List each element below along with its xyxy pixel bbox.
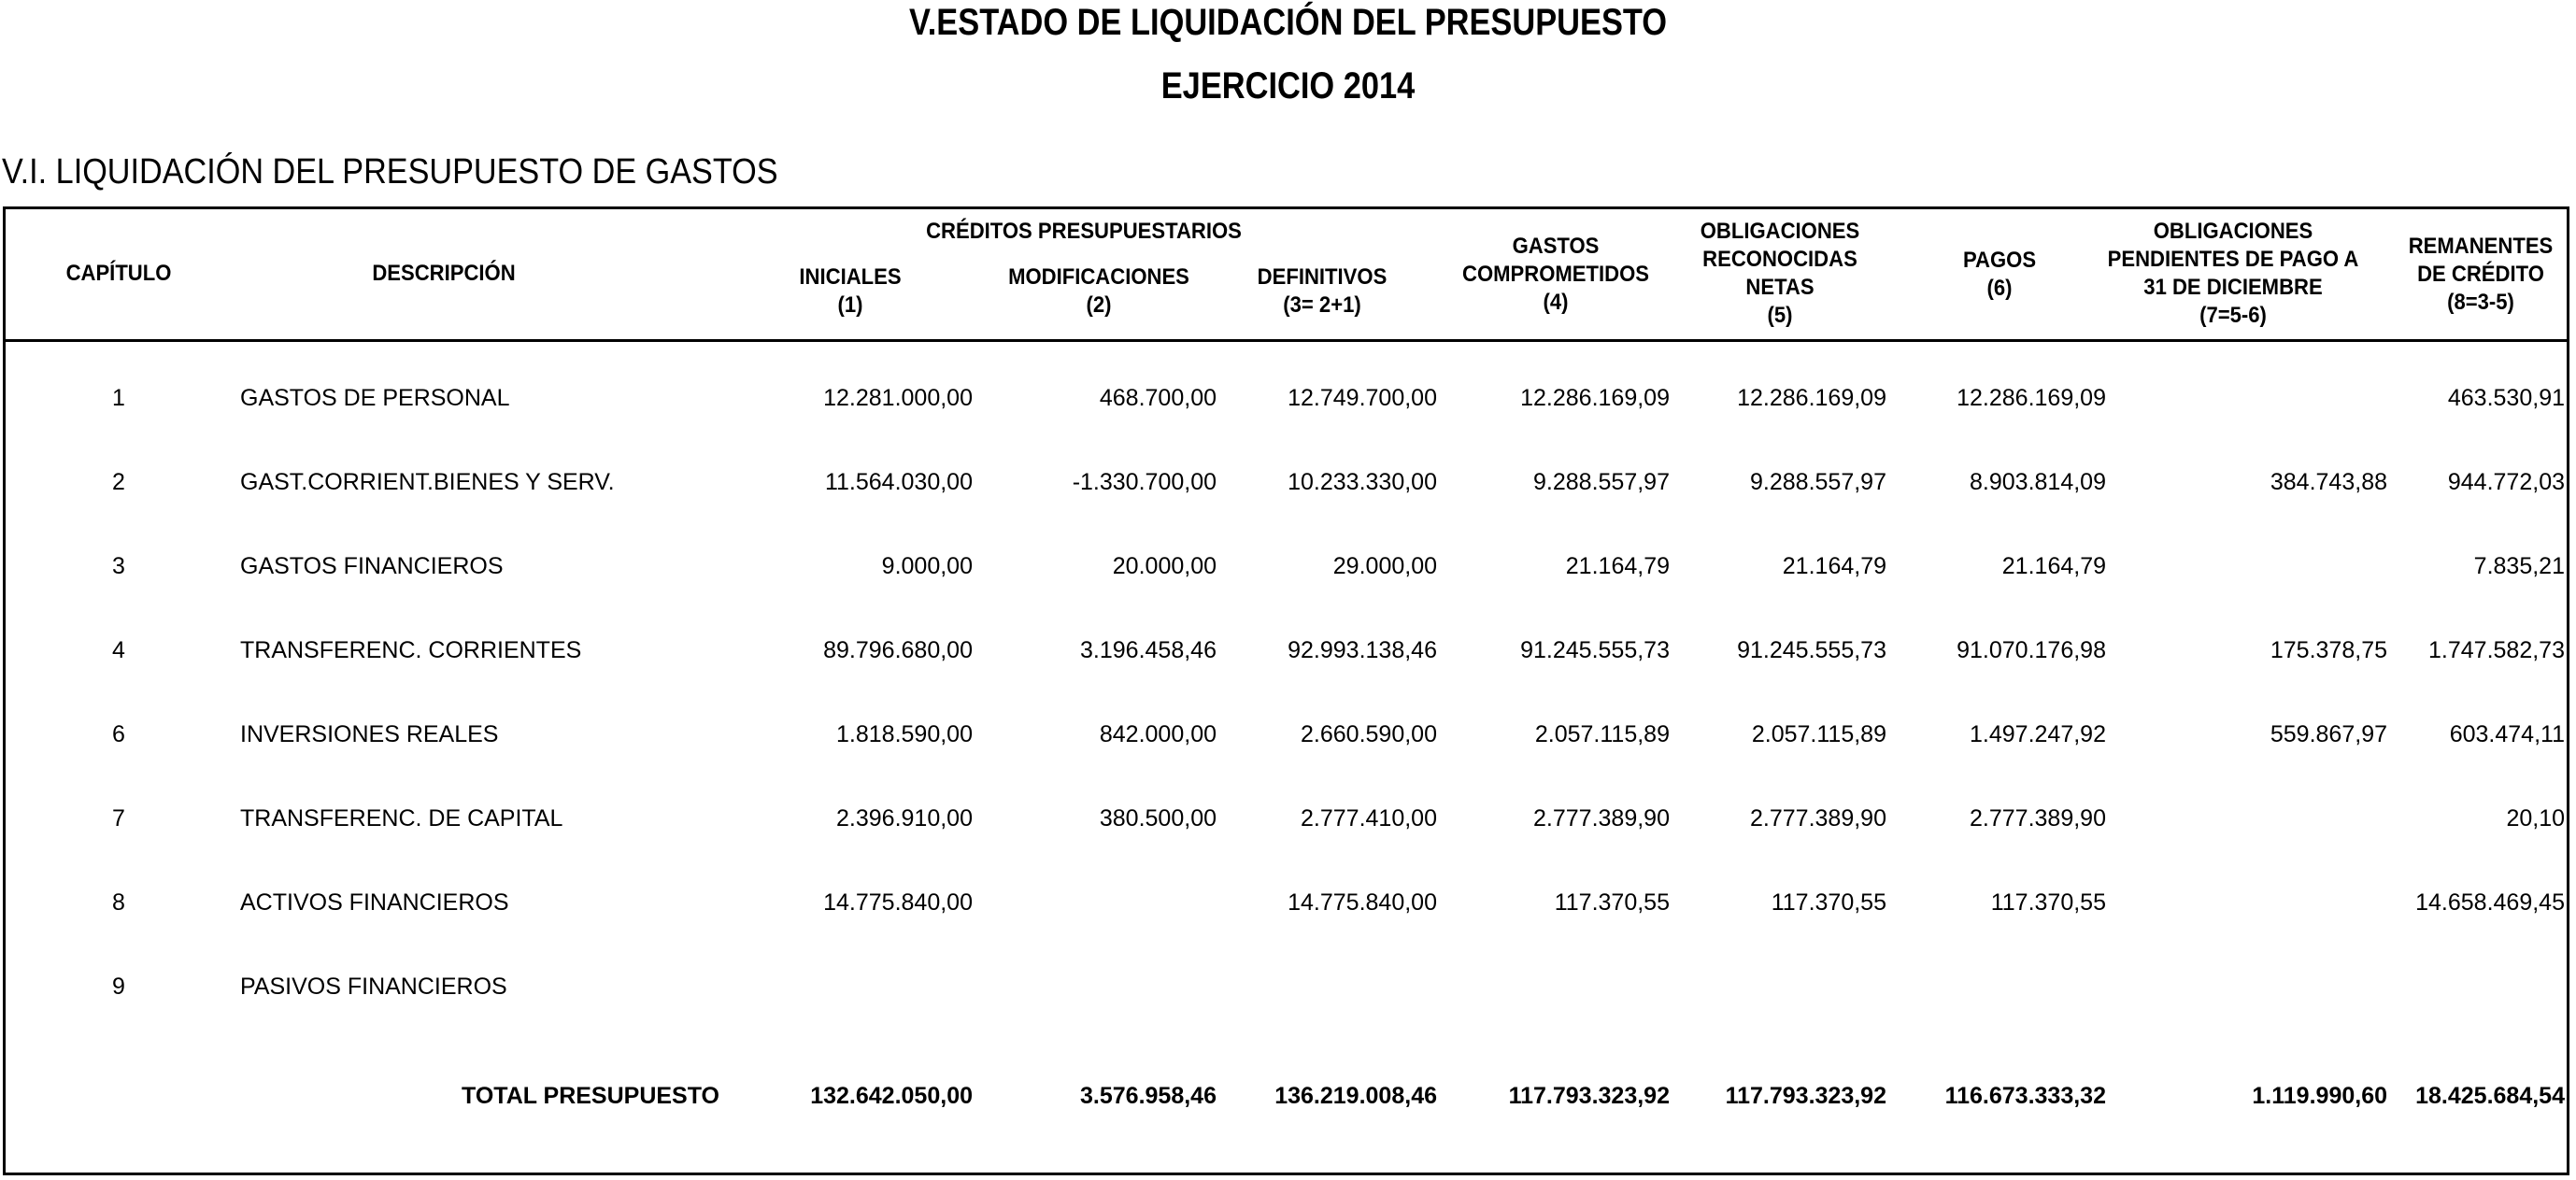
total-obligaciones: 117.793.323,92 — [1725, 1083, 1886, 1109]
header-pend-line-2: PENDIENTES DE PAGO A — [2107, 247, 2359, 272]
cell-comprometidos: 9.288.557,97 — [1533, 469, 1670, 495]
cell-pagos: 21.164,79 — [2001, 553, 2106, 579]
header-gastos-num: (4) — [1543, 290, 1569, 315]
cell-remanentes: 14.658.469,45 — [2415, 889, 2565, 916]
cell-capitulo: 1 — [112, 385, 125, 411]
title-line-2: EJERCICIO 2014 — [1160, 65, 1416, 107]
cell-descripcion: TRANSFERENC. DE CAPITAL — [240, 805, 563, 832]
total-definitivos: 136.219.008,46 — [1274, 1083, 1437, 1109]
title-line-1: V.ESTADO DE LIQUIDACIÓN DEL PRESUPUESTO — [908, 2, 1668, 43]
header-obligaciones-pendientes — [2104, 218, 2362, 330]
cell-pagos: 8.903.814,09 — [1970, 469, 2106, 495]
cell-capitulo: 6 — [112, 721, 125, 747]
cell-remanentes: 20,10 — [2506, 805, 2565, 832]
header-capitulo: CAPÍTULO — [65, 261, 172, 286]
cell-iniciales: 9.000,00 — [881, 553, 973, 579]
cell-definitivos: 12.749.700,00 — [1288, 385, 1437, 411]
cell-obligaciones: 117.370,55 — [1771, 889, 1886, 916]
header-rem-line-2: DE CRÉDITO — [2417, 262, 2544, 287]
cell-capitulo: 8 — [112, 889, 125, 916]
header-iniciales — [764, 263, 936, 320]
header-definitivos — [1245, 263, 1400, 320]
total-label: TOTAL PRESUPUESTO — [462, 1083, 719, 1109]
total-iniciales: 132.642.050,00 — [810, 1083, 973, 1109]
cell-obligaciones: 9.288.557,97 — [1750, 469, 1886, 495]
cell-pagos: 12.286.169,09 — [1957, 385, 2106, 411]
cell-iniciales: 11.564.030,00 — [824, 469, 973, 495]
cell-definitivos: 2.660.590,00 — [1301, 721, 1437, 747]
cell-iniciales: 12.281.000,00 — [823, 385, 973, 411]
cell-definitivos: 14.775.840,00 — [1288, 889, 1437, 916]
header-pagos-label: PAGOS — [1962, 248, 2037, 273]
cell-pendientes: 384.743,88 — [2270, 469, 2387, 495]
header-oblig-num: (5) — [1767, 303, 1793, 328]
cell-modificaciones: 842.000,00 — [1099, 721, 1217, 747]
header-modificaciones — [996, 263, 1203, 320]
cell-definitivos: 92.993.138,46 — [1288, 637, 1437, 663]
cell-descripcion: GASTOS DE PERSONAL — [240, 385, 510, 411]
header-oblig-line-3: NETAS — [1745, 275, 1815, 300]
header-modificaciones-label: MODIFICACIONES — [1008, 264, 1189, 290]
cell-remanentes: 463.530,91 — [2447, 385, 2565, 411]
cell-remanentes: 603.474,11 — [2449, 721, 2565, 747]
cell-modificaciones: 380.500,00 — [1099, 805, 1217, 832]
cell-capitulo: 3 — [112, 553, 125, 579]
cell-iniciales: 2.396.910,00 — [836, 805, 973, 832]
header-pend-line-1: OBLIGACIONES — [2153, 219, 2313, 244]
cell-comprometidos: 2.777.389,90 — [1533, 805, 1670, 832]
section-title: V.I. LIQUIDACIÓN DEL PRESUPUESTO DE GASTOS — [2, 152, 778, 192]
cell-capitulo: 4 — [112, 637, 125, 663]
header-pagos-num: (6) — [1986, 276, 2013, 301]
cell-pendientes: 175.378,75 — [2270, 637, 2387, 663]
cell-pagos: 1.497.247,92 — [1970, 721, 2106, 747]
cell-descripcion: INVERSIONES REALES — [240, 721, 499, 747]
cell-definitivos: 29.000,00 — [1332, 553, 1437, 579]
cell-descripcion: PASIVOS FINANCIEROS — [240, 974, 507, 1000]
header-iniciales-num: (1) — [837, 292, 863, 318]
cell-comprometidos: 12.286.169,09 — [1520, 385, 1670, 411]
cell-obligaciones: 21.164,79 — [1782, 553, 1886, 579]
header-oblig-line-2: RECONOCIDAS — [1702, 247, 1857, 272]
header-descripcion: DESCRIPCIÓN — [372, 261, 516, 286]
cell-remanentes: 944.772,03 — [2447, 469, 2565, 495]
header-oblig-line-1: OBLIGACIONES — [1700, 219, 1860, 244]
cell-obligaciones: 2.057.115,89 — [1751, 721, 1886, 747]
cell-definitivos: 2.777.410,00 — [1301, 805, 1437, 832]
cell-modificaciones: 3.196.458,46 — [1080, 637, 1217, 663]
cell-modificaciones: 20.000,00 — [1112, 553, 1217, 579]
header-iniciales-label: INICIALES — [799, 264, 902, 290]
cell-remanentes: 1.747.582,73 — [2428, 637, 2565, 663]
cell-comprometidos: 21.164,79 — [1565, 553, 1670, 579]
header-pagos — [1930, 247, 2068, 303]
header-pend-num: (7=5-6) — [2199, 303, 2267, 328]
table-frame — [3, 206, 2569, 1175]
cell-comprometidos: 91.245.555,73 — [1520, 637, 1670, 663]
cell-descripcion: GAST.CORRIENT.BIENES Y SERV. — [240, 469, 615, 495]
header-obligaciones-reconocidas — [1677, 218, 1884, 330]
cell-definitivos: 10.233.330,00 — [1288, 469, 1437, 495]
header-modificaciones-num: (2) — [1086, 292, 1112, 318]
cell-modificaciones: -1.330.700,00 — [1072, 469, 1217, 495]
cell-pagos: 91.070.176,98 — [1957, 637, 2106, 663]
cell-capitulo: 2 — [112, 469, 125, 495]
header-definitivos-num: (3= 2+1) — [1283, 292, 1361, 318]
header-definitivos-label: DEFINITIVOS — [1257, 264, 1388, 290]
cell-capitulo: 9 — [112, 974, 125, 1000]
header-gastos-comprometidos — [1453, 233, 1659, 317]
total-remanentes: 18.425.684,54 — [2415, 1083, 2565, 1109]
cell-pagos: 2.777.389,90 — [1970, 805, 2106, 832]
header-rem-line-1: REMANENTES — [2408, 234, 2554, 259]
total-modificaciones: 3.576.958,46 — [1080, 1083, 1217, 1109]
cell-pendientes: 559.867,97 — [2270, 721, 2387, 747]
cell-obligaciones: 91.245.555,73 — [1737, 637, 1886, 663]
header-pend-line-3: 31 DE DICIEMBRE — [2143, 275, 2323, 300]
cell-comprometidos: 2.057.115,89 — [1534, 721, 1670, 747]
cell-comprometidos: 117.370,55 — [1554, 889, 1670, 916]
cell-capitulo: 7 — [112, 805, 125, 832]
cell-descripcion: GASTOS FINANCIEROS — [240, 553, 504, 579]
cell-pagos: 117.370,55 — [1990, 889, 2106, 916]
cell-descripcion: TRANSFERENC. CORRIENTES — [240, 637, 582, 663]
cell-obligaciones: 2.777.389,90 — [1750, 805, 1886, 832]
cell-obligaciones: 12.286.169,09 — [1737, 385, 1886, 411]
header-rem-num: (8=3-5) — [2447, 290, 2514, 315]
cell-remanentes: 7.835,21 — [2473, 553, 2565, 579]
header-divider — [3, 339, 2569, 342]
header-gastos-line-2: COMPROMETIDOS — [1462, 262, 1649, 287]
header-creditos-presupuestarios: CRÉDITOS PRESUPUESTARIOS — [926, 219, 1242, 244]
total-comprometidos: 117.793.323,92 — [1508, 1083, 1670, 1109]
total-pagos: 116.673.333,32 — [1944, 1083, 2106, 1109]
cell-iniciales: 14.775.840,00 — [823, 889, 973, 916]
cell-iniciales: 89.796.680,00 — [823, 637, 973, 663]
cell-descripcion: ACTIVOS FINANCIEROS — [240, 889, 509, 916]
header-remanentes — [2399, 233, 2563, 317]
header-gastos-line-1: GASTOS — [1512, 234, 1600, 259]
cell-iniciales: 1.818.590,00 — [836, 721, 973, 747]
total-pendientes: 1.119.990,60 — [2252, 1083, 2387, 1109]
cell-modificaciones: 468.700,00 — [1099, 385, 1217, 411]
